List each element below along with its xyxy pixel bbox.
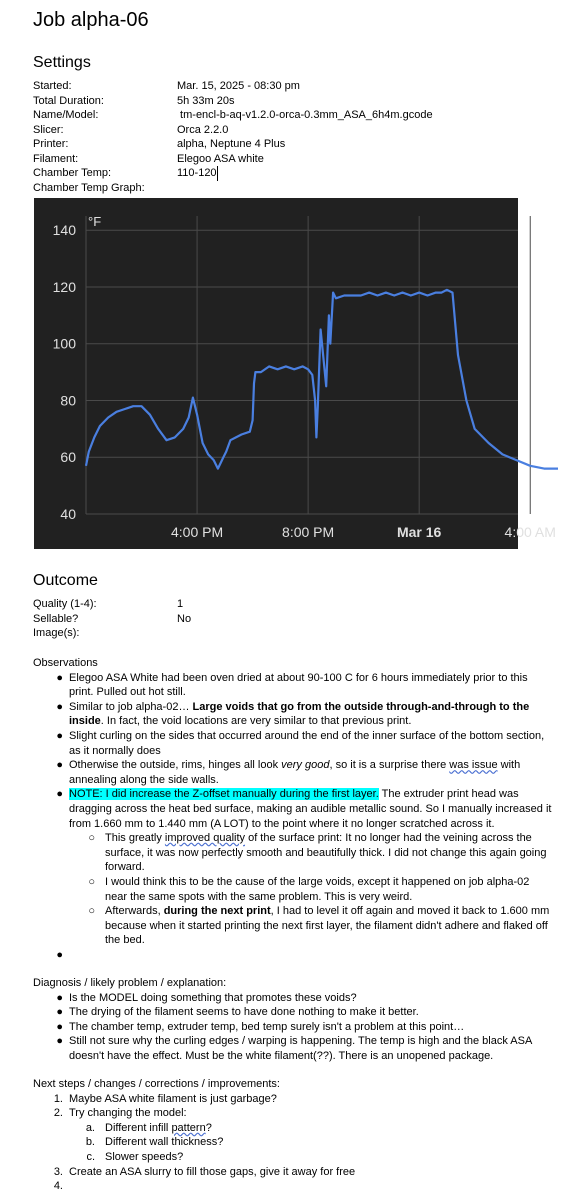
item-text-bold: during the next print — [163, 905, 271, 918]
settings-value: alpha, Neptune 4 Plus — [177, 138, 286, 150]
settings-row — [33, 181, 553, 196]
bullet-marker: ● — [56, 991, 63, 1004]
bullet-marker: ● — [56, 729, 63, 742]
y-tick-label: 100 — [52, 335, 76, 352]
bullet-marker: ● — [56, 948, 63, 961]
settings-row — [33, 137, 553, 152]
outcome-row — [33, 597, 553, 612]
item-text: Still not sure why the curling edges / warping is happening. The temp is high and the black ASA doesn't have the effect. Must be the white filament(??). There is an unopened package. — [69, 1035, 532, 1062]
item-text: Afterwards, — [105, 905, 164, 918]
settings-key: Printer: — [33, 138, 69, 150]
bullet-marker: ● — [56, 1006, 63, 1019]
list-item — [33, 948, 553, 963]
observations-section — [33, 656, 553, 962]
list-item — [33, 904, 553, 948]
item-text-bold: Large voids that go from the outside through-and-through to the inside — [69, 700, 530, 728]
item-text: I would think this to be the cause of the large voids, except it happened on job alpha-02 near the same spots with the same problem. This is very weird. — [105, 875, 530, 903]
settings-key: Started: — [33, 80, 72, 92]
list-item — [33, 1121, 553, 1136]
page-title: Job alpha-06 — [33, 9, 149, 31]
outcome-value: No — [177, 612, 192, 625]
outcome-key: Sellable? — [33, 612, 79, 625]
item-text: of the surface print: It no longer had the veining across the surface, it was now perfectly smooth and beautifully thick. I did not change this again going forward. — [105, 832, 547, 874]
letter-marker: c. — [86, 1150, 95, 1163]
item-text: The extruder print head was dragging across the heat bed surface, making an audible metallic sound. So I manually increased it from 1.660 mm to 1.440 mm (A LOT) to the point where it no longer scratched across it. — [69, 788, 552, 830]
list-item — [33, 1005, 553, 1020]
grammar-flag[interactable]: pattern — [171, 1121, 206, 1134]
y-tick-label: 40 — [60, 506, 76, 522]
highlighted-note: NOTE: I did increase the Z-offset manually during the first layer. — [69, 788, 379, 801]
number-marker: 2. — [53, 1107, 63, 1120]
bullet-marker: ● — [56, 1020, 63, 1033]
settings-key: Chamber Temp: — [33, 167, 112, 179]
diagnosis-list — [33, 991, 553, 1064]
list-item — [33, 700, 553, 729]
list-item — [33, 758, 553, 787]
item-text-italic: very good — [281, 759, 330, 772]
list-item — [33, 875, 553, 904]
item-text: . In fact, the void locations are very similar to that previous print. — [100, 715, 412, 728]
item-text: Similar to job alpha-02… — [69, 700, 193, 713]
number-marker: 1. — [53, 1092, 63, 1105]
settings-table — [33, 79, 553, 195]
x-tick-label: 4:00 PM — [170, 524, 224, 540]
settings-key: Slicer: — [33, 123, 64, 136]
outcome-row — [33, 612, 553, 627]
number-marker: 3. — [53, 1165, 63, 1178]
item-text: Create an ASA slurry to fill those gaps, give it away for free — [69, 1165, 356, 1178]
item-text: Is the MODEL doing something that promotes these voids? — [69, 991, 357, 1004]
item-text: Elegoo ASA White had been oven dried at about 90-100 C for 6 hours immediately prior to this print. Pulled out hot still. — [69, 671, 528, 699]
settings-row — [33, 108, 553, 123]
next-steps-list — [33, 1092, 553, 1194]
settings-row — [33, 123, 553, 138]
item-text: Try changing the model: — [69, 1107, 187, 1120]
next-steps-section — [33, 1077, 553, 1194]
next-steps-heading: Next steps / changes / corrections / improvements: — [33, 1078, 280, 1090]
letter-marker: b. — [85, 1136, 95, 1149]
outcome-heading: Outcome — [33, 572, 98, 589]
list-item — [33, 787, 553, 831]
chart-svg — [34, 198, 556, 549]
list-item — [33, 1106, 553, 1121]
item-text: Slight curling on the sides that occurred around the end of the inner surface of the bottom section, as it normally does — [69, 729, 545, 757]
observations-heading: Observations — [33, 657, 98, 669]
list-item — [33, 729, 553, 758]
settings-key: Filament: — [33, 152, 79, 165]
list-item — [33, 1034, 553, 1063]
item-text: The drying of the filament seems to have done nothing to make it better. — [69, 1006, 419, 1019]
settings-row — [33, 94, 553, 109]
list-item — [33, 1165, 553, 1180]
y-tick-label: 80 — [60, 392, 76, 409]
item-text: Different wall thickness? — [105, 1136, 224, 1149]
settings-row — [33, 79, 553, 94]
bullet-marker: ● — [56, 788, 63, 801]
bullet-marker: ● — [56, 759, 63, 772]
item-text: Different infill — [105, 1121, 172, 1134]
diagnosis-section — [33, 976, 553, 1064]
bullet-marker: ● — [56, 1035, 63, 1048]
item-text: The chamber temp, extruder temp, bed temp surely isn't a problem at this point… — [69, 1020, 465, 1033]
observations-list — [33, 671, 553, 963]
settings-value: Mar. 15, 2025 - 08:30 pm — [177, 80, 300, 92]
outcome-row — [33, 626, 553, 641]
item-text: , I had to level it off again and moved it back to 1.600 mm because when it started printing the next first layer, the filament didn't adhere and flaked off the bed. — [105, 905, 550, 947]
y-tick-label: 140 — [52, 222, 76, 239]
settings-key: Chamber Temp Graph: — [33, 181, 145, 194]
grammar-flag[interactable]: was issue — [449, 759, 498, 772]
letter-marker: a. — [85, 1121, 95, 1134]
x-tick-label: 4:00 AM — [504, 524, 556, 540]
settings-value: 5h 33m 20s — [177, 94, 235, 107]
item-text: , so it is a surprise there — [329, 759, 450, 772]
list-item — [33, 991, 553, 1006]
x-tick-label: 8:00 PM — [282, 524, 335, 540]
circle-marker: ○ — [88, 875, 95, 888]
grammar-flag[interactable]: improved quality — [164, 832, 246, 845]
list-item — [33, 1179, 553, 1194]
list-item — [33, 1150, 553, 1165]
settings-value[interactable]: 110-120 — [177, 167, 217, 179]
list-item — [33, 831, 553, 875]
y-axis-unit-label: °F — [88, 214, 102, 229]
settings-key: Total Duration: — [33, 94, 104, 107]
list-item — [33, 1092, 553, 1107]
diagnosis-heading: Diagnosis / likely problem / explanation: — [33, 977, 227, 989]
outcome-key: Image(s): — [33, 627, 80, 639]
item-text: Maybe ASA white filament is just garbage? — [69, 1092, 277, 1105]
settings-key: Name/Model: — [33, 109, 99, 121]
number-marker: 4. — [53, 1180, 63, 1193]
item-text: Otherwise the outside, rims, hinges all look — [69, 759, 282, 772]
item-text: This greatly — [105, 832, 165, 845]
item-text: ? — [205, 1121, 212, 1134]
outcome-value: 1 — [177, 598, 184, 610]
chamber-temp-chart — [34, 198, 556, 549]
settings-value: Elegoo ASA white — [177, 152, 264, 165]
bullet-marker: ● — [56, 700, 63, 713]
item-text: with annealing along the side walls. — [69, 759, 521, 786]
list-item — [33, 1135, 553, 1150]
settings-value: tm-encl-b-aq-v1.2.0-orca-0.3mm_ASA_6h4m.gcode — [177, 109, 433, 121]
series-line — [86, 290, 558, 469]
circle-marker: ○ — [88, 832, 95, 845]
x-tick-label: Mar 16 — [396, 524, 442, 540]
settings-row — [33, 166, 553, 181]
circle-marker: ○ — [88, 905, 95, 918]
y-tick-label: 120 — [52, 278, 76, 295]
bullet-marker: ● — [56, 671, 63, 684]
list-item — [33, 671, 553, 700]
y-tick-label: 60 — [60, 449, 76, 466]
item-text: Slower speeds? — [105, 1150, 184, 1163]
settings-value: Orca 2.2.0 — [177, 123, 229, 136]
list-item — [33, 1020, 553, 1035]
settings-row — [33, 152, 553, 167]
outcome-table — [33, 597, 553, 641]
settings-heading: Settings — [33, 54, 91, 71]
outcome-key: Quality (1-4): — [33, 598, 97, 610]
